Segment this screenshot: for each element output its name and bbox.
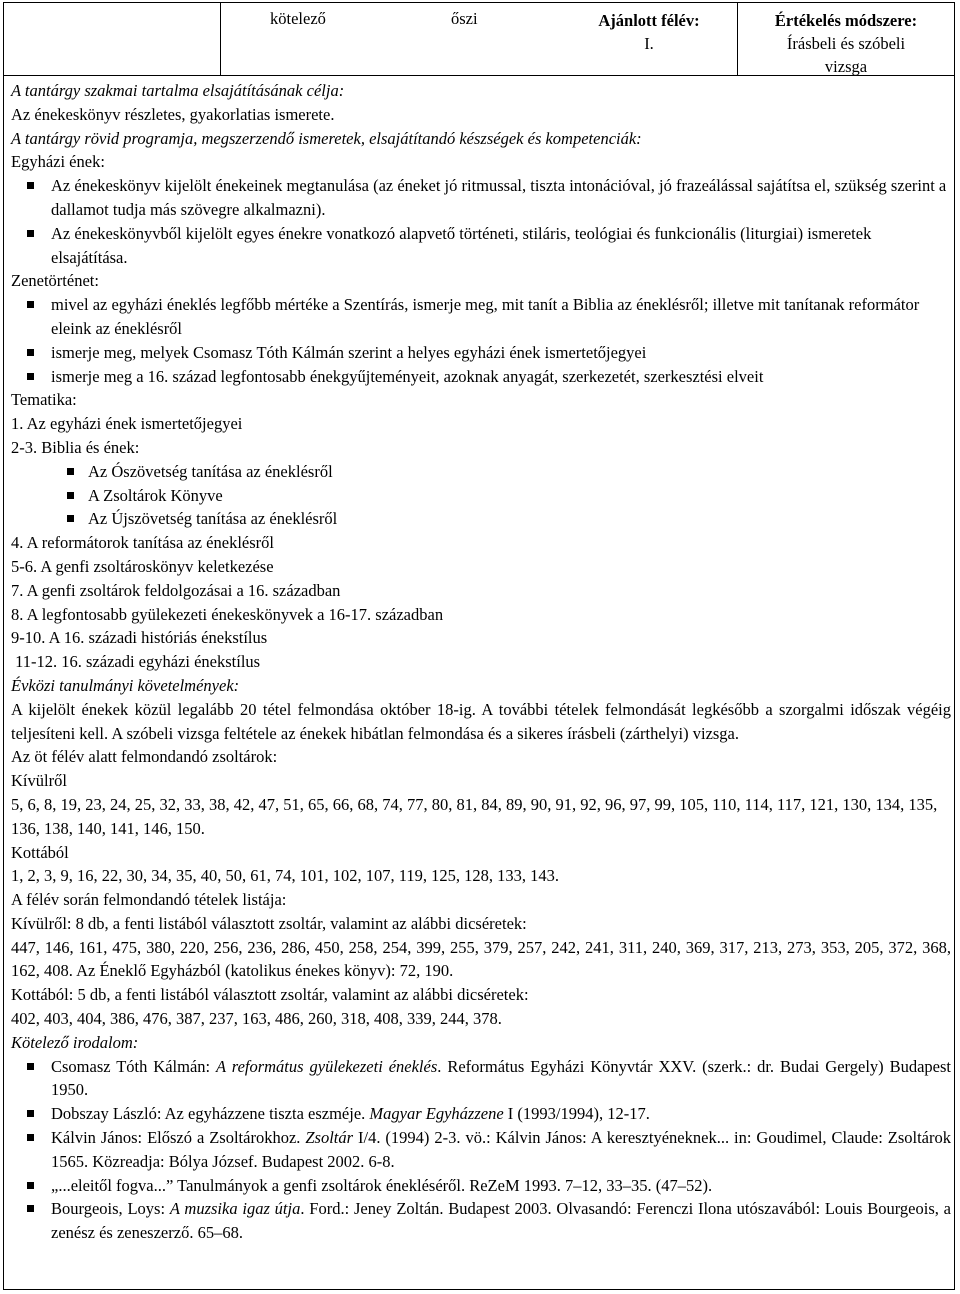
irodalom-item bbox=[11, 1197, 951, 1245]
evkozi-text: Kottából: 5 db, a fenti listából választott zsoltár, valamint az alábbi dicséretek: bbox=[11, 985, 529, 1005]
zene-label: Zenetörténet: bbox=[11, 271, 99, 291]
cel-text: Az énekeskönyv részletes, gyakorlatias ismerete. bbox=[11, 104, 335, 124]
evkozi-heading: Évközi tanulmányi követelmények: bbox=[11, 675, 240, 695]
evkozi-numbers: 402, 403, 404, 386, 476, 387, 237, 163, 486, 260, 318, 408, 339, 244, 378. bbox=[11, 1009, 502, 1029]
zene-item: ismerje meg, melyek Csomasz Tóth Kálmán szerint a helyes egyházi ének ismertetőjegyei bbox=[11, 341, 951, 365]
course-sheet bbox=[3, 2, 955, 1290]
irodalom-title: A muzsika igaz útja bbox=[169, 1199, 301, 1219]
irodalom-author: Csomasz Tóth Kálmán: bbox=[51, 1056, 217, 1076]
tematika-item: 5-6. A genfi zsoltároskönyv keletkezése bbox=[11, 556, 274, 576]
egyhazi-item: Az énekeskönyvből kijelölt egyes énekre vonatkozó alapvető történeti, stiláris, teológiai és funkcionális (liturgiai) ismeretek elsajátítása. bbox=[11, 222, 951, 270]
irodalom-author: Kálvin János: Előszó a Zsoltárokhoz. bbox=[51, 1128, 306, 1148]
ertekeles-value-1: Írásbeli és szóbeli bbox=[786, 34, 906, 53]
irodalom-details: . Ford.: Jeney Zoltán. Budapest 2003. Olvasandó: Ferenczi Ilona utószavából: Louis Bourgeois, a zenész és zeneszerző. 65–68. bbox=[51, 1199, 952, 1243]
tematika-item: 2-3. Biblia és ének: bbox=[11, 437, 140, 457]
irodalom-item bbox=[11, 1174, 951, 1198]
irodalom-details: I (1993/1994), 12-17. bbox=[503, 1104, 650, 1124]
zene-item: mivel az egyházi éneklés legfőbb mértéke a Szentírás, ismerje meg, mit tanít a Biblia az éneklésről; illetve mit tanítanak reformátor eleink az éneklésről bbox=[11, 293, 951, 341]
evkozi-numbers: 1, 2, 3, 9, 16, 22, 30, 34, 35, 40, 50, 61, 74, 101, 102, 107, 119, 125, 128, 133, 143. bbox=[11, 866, 560, 886]
header-row bbox=[4, 3, 954, 76]
evkozi-numbers: 5, 6, 8, 19, 23, 24, 25, 32, 33, 38, 42, 47, 51, 65, 66, 68, 74, 77, 80, 81, 84, 89, 90, 91, 92, 96, 97, 99, 105, 110, 114, 117, 121, 130, 134, 135, 136, 138, 140, 141, 146, 150. bbox=[11, 794, 938, 838]
irodalom-title: Zsoltár bbox=[305, 1128, 354, 1148]
course-content bbox=[11, 79, 951, 1245]
tematika-item: 9-10. A 16. századi históriás énekstílus bbox=[11, 628, 268, 648]
tematika-item: 11-12. 16. századi egyházi énekstílus bbox=[11, 652, 261, 672]
tematika-subitem: A Zsoltárok Könyve bbox=[11, 484, 951, 508]
oszi-label: őszi bbox=[451, 9, 478, 28]
irodalom-author: Bourgeois, Loys: bbox=[51, 1199, 170, 1219]
zene-item: ismerje meg a 16. század legfontosabb énekgyűjteményeit, azoknak anyagát, szerkezetét, szerkesztési elveit bbox=[11, 365, 951, 389]
egyhazi-item: Az énekeskönyv kijelölt énekeinek megtanulása (az éneket jó ritmussal, tiszta intonációval, jó frazeálással sajátítsa el, szükség szerint a dallamot tudja más szövegre alkalmazni). bbox=[11, 174, 951, 222]
tematika-subitem: Az Újszövetség tanítása az éneklésről bbox=[11, 507, 951, 531]
kotelezo-label: kötelező bbox=[270, 9, 326, 28]
irodalom-details: . Református Egyházi Könyvtár XXV. (szerk.: dr. Budai Gergely) Budapest 1950. bbox=[51, 1056, 951, 1100]
header-type-cell bbox=[221, 3, 561, 75]
evkozi-text: Az öt félév alatt felmondandó zsoltárok: bbox=[11, 747, 278, 767]
ertekeles-label: Értékelés módszere: bbox=[774, 11, 918, 30]
ajanlott-value: I. bbox=[644, 34, 654, 53]
ertekeles-cell bbox=[738, 3, 954, 75]
irodalom-author: „...eleitől fogva...” Tanulmányok a genfi zsoltárok énekléséről. ReZeM 1993. 7–12, 33–35. (47–52). bbox=[51, 1175, 713, 1195]
tematika-item: 8. A legfontosabb gyülekezeti énekeskönyvek a 16-17. században bbox=[11, 604, 444, 624]
evkozi-text: Kottából bbox=[11, 842, 69, 862]
irodalom-title: Magyar Egyházzene bbox=[369, 1104, 504, 1124]
irodalom-details: I/4. (1994) 2-3. vö.: Kálvin János: A keresztyéneknek... in: Goudimel, Claude: Zsoltárok 1565. Közreadja: Bólya József. Budapest 2002. 6-8. bbox=[51, 1128, 951, 1171]
irodalom-item bbox=[11, 1102, 951, 1126]
tematika-item: 7. A genfi zsoltárok feldolgozásai a 16. században bbox=[11, 580, 341, 600]
evkozi-text: Kívülről bbox=[11, 771, 67, 791]
ajanlott-label: Ajánlott félév: bbox=[598, 11, 700, 30]
irodalom-heading: Kötelező irodalom: bbox=[11, 1032, 139, 1052]
header-empty-cell bbox=[4, 3, 220, 75]
tematika-label: Tematika: bbox=[11, 390, 77, 410]
egyhazi-label: Egyházi ének: bbox=[11, 152, 105, 172]
cel-heading: A tantárgy szakmai tartalma elsajátításának célja: bbox=[11, 81, 345, 100]
ertekeles-value-2: vizsga bbox=[824, 57, 868, 76]
irodalom-item bbox=[11, 1126, 951, 1174]
evkozi-text: A kijelölt énekek közül legalább 20 tétel felmondása október 18-ig. A további tételek felmondását legkésőbb a szorgalmi időszak végéig teljesíteni kell. A szóbeli vizsga feltétele az énekek hibátlan felmondása és a sikeres írásbeli (zárthelyi) vizsga. bbox=[11, 699, 951, 743]
ajanlott-cell bbox=[561, 3, 737, 75]
irodalom-item bbox=[11, 1055, 951, 1103]
tematika-subitem: Az Ószövetség tanítása az éneklésről bbox=[11, 460, 951, 484]
irodalom-title: A református gyülekezeti éneklés bbox=[216, 1056, 438, 1076]
irodalom-author: Dobszay László: Az egyházzene tiszta eszméje. bbox=[51, 1104, 370, 1124]
evkozi-text: A félév során felmondandó tételek listája: bbox=[11, 890, 287, 910]
evkozi-numbers: 447, 146, 161, 475, 380, 220, 256, 236, 286, 450, 258, 254, 399, 255, 379, 257, 242, 241, 311, 240, 369, 317, 213, 273, 353, 205, 372, 368, 162, 408. Az Éneklő Egyházból (katolikus énekes könyv): 72, 190. bbox=[11, 937, 951, 981]
tematika-item: 4. A reformátorok tanítása az éneklésről bbox=[11, 533, 274, 553]
evkozi-text: Kívülről: 8 db, a fenti listából választott zsoltár, valamint az alábbi dicséretek: bbox=[11, 913, 527, 933]
program-heading: A tantárgy rövid programja, megszerzendő ismeretek, elsajátítandó készségek és kompetenciák: bbox=[11, 128, 642, 148]
tematika-item: 1. Az egyházi ének ismertetőjegyei bbox=[11, 414, 243, 434]
